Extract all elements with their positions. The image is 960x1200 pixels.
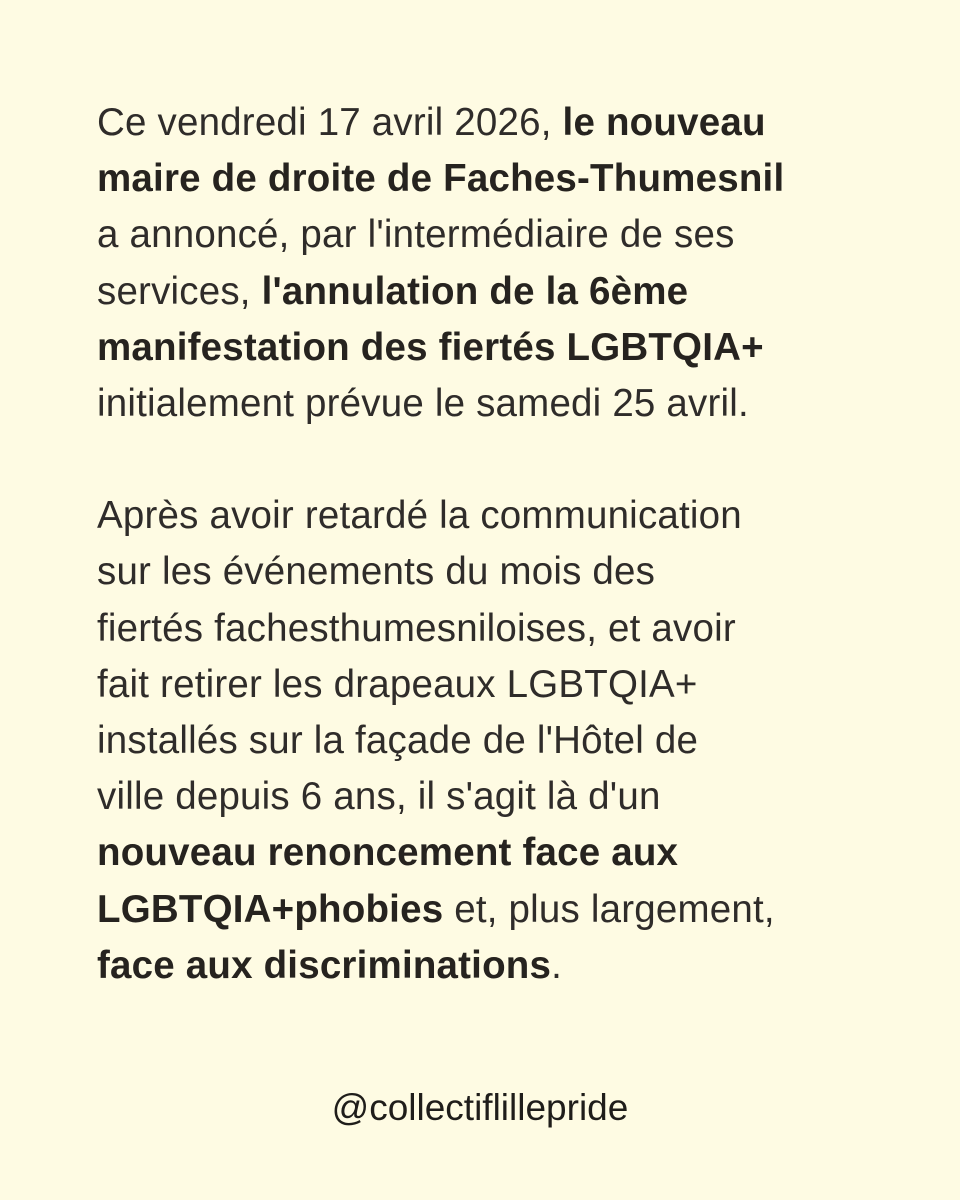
paragraph-context — [97, 488, 887, 994]
text-run: Ce vendredi 17 avril 2026, — [97, 101, 563, 144]
account-handle: @collectiflillepride — [331, 1087, 629, 1128]
paragraph-announcement — [97, 95, 887, 432]
text-line: fiertés fachesthumesniloises, et avoir — [97, 606, 736, 650]
bold-text-run: LGBTQIA+phobies — [97, 887, 444, 931]
text-line: Après avoir retardé la communication — [97, 494, 742, 538]
text-line: sur les événements du mois des — [97, 550, 656, 594]
bold-text-run: l'annulation de la 6ème — [261, 269, 689, 313]
text-line: ville depuis 6 ans, il s'agit là d'un — [97, 775, 661, 819]
post-body — [97, 95, 887, 994]
bold-text-line: manifestation des fiertés LGBTQIA+ — [97, 325, 764, 369]
text-line: initialement prévue le samedi 25 avril. — [97, 382, 749, 426]
text-line: a annoncé, par l'intermédiaire de ses — [97, 213, 735, 257]
bold-text-line: nouveau renoncement face aux — [97, 831, 679, 875]
text-run: . — [551, 943, 563, 987]
text-run: et, plus largement, — [443, 887, 775, 931]
text-line: installés sur la façade de l'Hôtel de — [97, 719, 699, 763]
bold-text-run: le nouveau — [562, 101, 766, 144]
text-line — [97, 264, 887, 320]
text-line — [97, 882, 887, 938]
text-line — [97, 95, 887, 151]
bold-text-line: maire de droite de Faches-Thumesnil — [97, 157, 785, 201]
text-line — [97, 938, 887, 994]
text-run: services, — [97, 269, 262, 313]
text-line: fait retirer les drapeaux LGBTQIA+ — [97, 662, 698, 706]
bold-text-run: face aux discriminations — [97, 943, 552, 987]
